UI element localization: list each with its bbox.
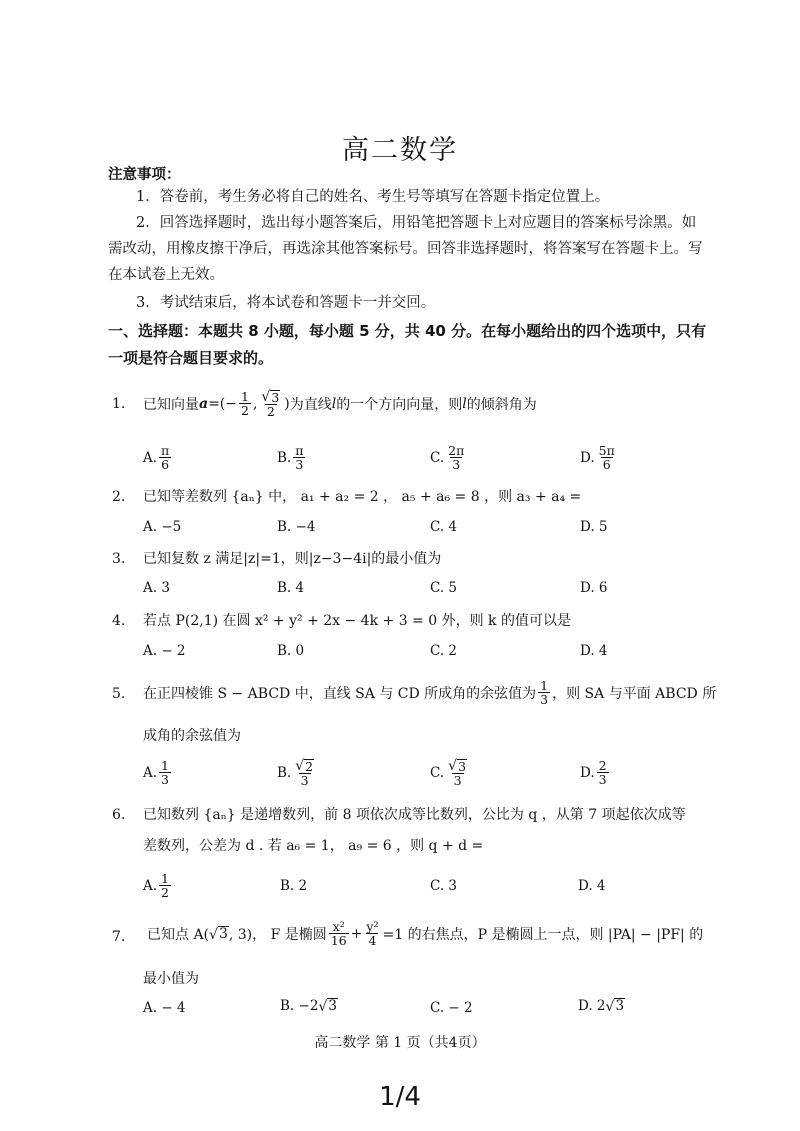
fraction [364, 918, 380, 948]
option-d[interactable] [580, 755, 611, 791]
question-4-stem: 若点 P(2,1) 在圆 x² + y² + 2x − 4k + 3 = 0 外，则 k 的值可以是 [143, 613, 571, 629]
option-d[interactable] [578, 998, 625, 1014]
question-number: 6. [112, 807, 126, 823]
variable: l [462, 396, 467, 412]
option-b[interactable]: B. 0 [277, 643, 305, 659]
fraction [159, 757, 171, 787]
section-1-line-2: 一项是符合题目要求的。 [108, 349, 274, 367]
radicand: 3 [615, 998, 625, 1015]
math-text: + [350, 926, 363, 942]
page-title: 高二数学 [342, 135, 458, 166]
radical-sign: √ [448, 757, 458, 774]
numerator [293, 759, 316, 773]
option-label: A. [143, 765, 158, 781]
option-label: C. [430, 765, 445, 781]
option-d[interactable]: D. 6 [580, 580, 608, 596]
denominator: 3 [452, 457, 461, 472]
option-a[interactable]: A. −5 [143, 519, 182, 535]
page-indicator: 1/4 [379, 1082, 421, 1112]
question-3-stem: 已知复数 z 满足|z|=1，则|z−3−4i|的最小值为 [143, 551, 442, 567]
notice-item-2-line-1: 2．回答选择题时，选出每小题答案后，用铅笔把答题卡上对应题目的答案标号涂黑。如 [136, 215, 697, 231]
question-text: 的倾斜角为 [466, 397, 537, 413]
option-b[interactable]: B. 4 [277, 580, 305, 596]
question-6-continuation: 差数列，公差为 d . 若 a₆ = 1， a₉ = 6 ，则 q + d = [143, 838, 484, 854]
denominator: 3 [598, 772, 607, 787]
option-label: D. 2 [578, 998, 606, 1014]
denominator: 4 [368, 933, 377, 948]
radicand: 3 [271, 389, 280, 405]
option-label: A. [143, 878, 158, 894]
option-a[interactable] [143, 440, 173, 476]
question-5-stem [143, 673, 716, 713]
radicand: 3 [218, 926, 228, 943]
numerator: 1 [161, 870, 169, 886]
sqrt [295, 759, 314, 773]
notice-heading: 注意事项： [108, 167, 181, 183]
question-number: 2. [112, 489, 126, 505]
question-text: =1 的右焦点，P 是椭圆上一点，则 |PA| − |PF| 的 [382, 927, 704, 943]
option-b[interactable]: B. −4 [277, 519, 316, 535]
option-b[interactable]: B. 2 [280, 878, 308, 894]
option-a[interactable]: A. 3 [143, 580, 170, 596]
option-c[interactable]: C. 3 [430, 878, 458, 894]
denominator: 6 [602, 457, 611, 472]
option-label: B. [277, 765, 292, 781]
fraction [446, 759, 469, 788]
denominator: 16 [330, 933, 347, 948]
fraction [329, 918, 349, 948]
question-text: 的一个方向向量，则 [336, 397, 463, 413]
option-label: B. −2 [280, 998, 319, 1014]
question-number: 5. [112, 686, 126, 702]
option-b[interactable] [280, 998, 338, 1014]
sqrt [261, 390, 280, 404]
denominator: 3 [453, 772, 462, 788]
radical-sign: √ [209, 926, 218, 943]
radical-sign: √ [261, 388, 271, 405]
denominator: 3 [161, 772, 169, 787]
option-a[interactable]: A. − 2 [143, 643, 186, 659]
option-c[interactable]: C. 2 [430, 643, 458, 659]
radicand: 2 [305, 758, 314, 774]
question-text: 已知向量 [143, 397, 199, 413]
numerator: 2 [598, 757, 607, 773]
denominator: 3 [300, 772, 309, 788]
radical-sign: √ [318, 998, 328, 1015]
fraction [538, 677, 550, 707]
numerator: 1 [161, 757, 169, 773]
question-number: 3. [112, 551, 126, 567]
question-text: , 3)， F 是椭圆 [228, 927, 327, 943]
question-text: ，则 SA 与平面 ABCD 所 [552, 686, 717, 702]
fraction [259, 390, 282, 419]
page-footer: 高二数学 第 1 页（共4页） [314, 1035, 486, 1051]
fraction [597, 757, 609, 787]
question-text: 已知点 A( [147, 927, 210, 943]
section-1-line-1: 一、选择题：本题共 8 小题，每小题 5 分，共 40 分。在每小题给出的四个选项中，只有 [108, 322, 707, 340]
fraction [293, 442, 305, 472]
fraction [159, 442, 171, 472]
question-5-continuation: 成角的余弦值为 [143, 728, 241, 744]
option-d[interactable]: D. 5 [580, 519, 608, 535]
fraction [239, 388, 251, 418]
numerator: x² [332, 918, 345, 934]
option-c[interactable]: C. − 2 [430, 1000, 473, 1016]
fraction [446, 442, 466, 472]
sqrt [209, 926, 229, 942]
numerator: 2π [448, 442, 465, 458]
math-text: =(− [208, 396, 238, 412]
option-d[interactable]: D. 4 [580, 643, 608, 659]
numerator: y² [366, 918, 379, 934]
option-d[interactable]: D. 4 [578, 878, 606, 894]
denominator: 3 [540, 692, 549, 707]
sqrt [448, 759, 467, 773]
fraction [293, 759, 316, 788]
question-6-stem: 已知数列 {aₙ} 是递增数列，前 8 项依次成等比数列，公比为 q ，从第 7 项起依次成等 [143, 807, 686, 823]
notice-item-2-line-3: 在本试卷上无效。 [108, 267, 224, 283]
numerator: π [161, 442, 170, 458]
notice-item-1: 1．答卷前，考生务必将自己的姓名、考生号等填写在答题卡指定位置上。 [136, 189, 610, 205]
numerator: 1 [540, 677, 549, 693]
sqrt [606, 998, 626, 1013]
fraction [159, 870, 171, 900]
option-c[interactable]: C. 5 [430, 580, 458, 596]
question-number: 1. [112, 396, 126, 412]
numerator: 1 [241, 388, 249, 404]
radicand: 3 [458, 758, 467, 774]
option-label: A. [143, 450, 158, 466]
question-text: 为直线 [289, 397, 332, 413]
denominator: 2 [241, 403, 249, 418]
question-7-stem [147, 912, 703, 956]
numerator [259, 390, 282, 404]
question-number: 7. [112, 929, 126, 945]
option-label: B. [277, 450, 292, 466]
option-d[interactable] [580, 440, 619, 476]
question-7-continuation: 最小值为 [143, 971, 199, 987]
option-b[interactable] [277, 755, 318, 791]
vector-symbol: a [199, 396, 209, 412]
option-a[interactable] [143, 868, 173, 904]
option-a[interactable] [143, 755, 173, 791]
numerator: 5π [598, 442, 615, 458]
option-c[interactable]: C. 4 [430, 519, 458, 535]
math-text: , [252, 396, 258, 412]
option-label: D. [580, 765, 595, 781]
question-text: 在正四棱锥 S − ABCD 中，直线 SA 与 CD 所成角的余弦值为 [143, 686, 537, 702]
radical-sign: √ [605, 998, 615, 1015]
denominator: 2 [161, 885, 169, 900]
fraction [597, 442, 617, 472]
denominator: 2 [266, 403, 275, 419]
option-c[interactable] [430, 755, 471, 791]
sqrt [318, 998, 338, 1013]
option-label: D. [580, 450, 595, 466]
option-b[interactable] [277, 440, 307, 476]
notice-item-3: 3．考试结束后，将本试卷和答题卡一并交回。 [136, 295, 436, 311]
option-c[interactable] [430, 440, 468, 476]
notice-item-2-line-2: 需改动，用橡皮擦干净后，再选涂其他答案标号。回答非选择题时，将答案写在答题卡上。写 [108, 241, 703, 257]
option-label: C. [430, 450, 445, 466]
question-1-stem [143, 382, 537, 426]
question-number: 4. [112, 613, 126, 629]
numerator [446, 759, 469, 773]
math-text: ) [284, 396, 290, 412]
radicand: 3 [328, 998, 337, 1015]
variable: l [331, 396, 337, 412]
denominator: 3 [295, 457, 304, 472]
radical-sign: √ [295, 757, 305, 774]
question-2-stem: 已知等差数列 {aₙ} 中， a₁ + a₂ = 2 ， a₅ + a₆ = 8 ，则 a₃ + a₄ = [143, 489, 582, 505]
denominator: 6 [161, 457, 170, 472]
option-a[interactable]: A. − 4 [143, 1000, 186, 1016]
numerator: π [295, 442, 304, 458]
